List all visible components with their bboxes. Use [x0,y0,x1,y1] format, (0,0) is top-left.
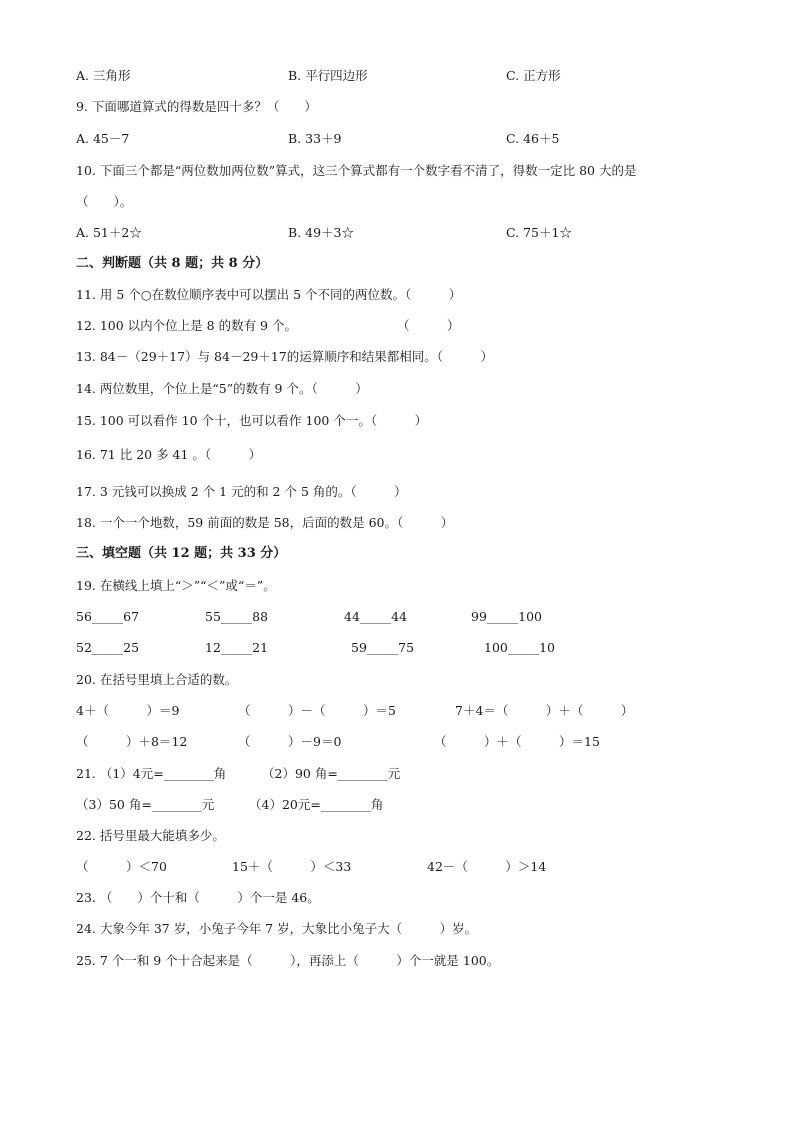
q19-item: 55_____88 [205,609,269,624]
q9-stem: 9. 下面哪道算式的得数是四十多？（ ） [76,99,317,114]
q20-item: （ ）－9＝0 [238,734,342,749]
q8-option-c: C. 正方形 [506,68,561,83]
q24-item: 24. 大象今年 37 岁，小兔子今年 7 岁，大象比小兔子大（ ）岁。 [76,921,478,936]
judge-item-15: 15. 100 可以看作 10 个十，也可以看作 100 个一。（ ） [76,413,428,428]
q9-option-b: B. 33＋9 [288,131,342,146]
q9-option-a: A. 45－7 [76,131,130,146]
q19-item: 44_____44 [344,609,408,624]
judge-item-16: 16. 71 比 20 多 41 。（ ） [76,447,262,462]
q23-item: 23. （ ）个十和（ ）个一是 46。 [76,890,320,905]
q19-stem: 19. 在横线上填上“＞”“＜”或“＝”。 [76,578,276,593]
judge-item-12: 12. 100 以内个位上是 8 的数有 9 个。 （ ） [76,318,460,333]
q8-option-b: B. 平行四边形 [288,68,368,83]
q22-stem: 22. 括号里最大能填多少。 [76,828,225,843]
q22-item: 42－（ ）＞14 [427,859,547,874]
judge-item-11: 11. 用 5 个○在数位顺序表中可以摆出 5 个不同的两位数。（ ） [76,287,462,302]
q8-option-a: A. 三角形 [76,68,131,83]
q20-item: （ ）＋8＝12 [76,734,188,749]
section-3-heading: 三、填空题（共 12 题；共 33 分） [76,546,287,561]
section-2-heading: 二、判断题（共 8 题；共 8 分） [76,256,269,271]
q9-option-c: C. 46＋5 [506,131,560,146]
q19-item: 59_____75 [351,640,415,655]
q20-item: （ ）＋（ ）＝15 [434,734,600,749]
q19-item: 99_____100 [471,609,543,624]
q20-item: 4＋（ ）＝9 [76,703,180,718]
q20-item: 7＋4＝（ ）＋（ ） [455,703,634,718]
q10-stem-line1: 10. 下面三个都是“两位数加两位数”算式，这三个算式都有一个数字看不清了，得数一定比 80 大的是 [76,163,637,178]
q21-item: （4）20元=________角 [249,797,384,812]
q19-item: 56_____67 [76,609,140,624]
q19-item: 12_____21 [205,640,269,655]
q19-item: 100_____10 [484,640,556,655]
q22-item: 15＋（ ）＜33 [232,859,352,874]
q21-item: （2）90 角=________元 [262,766,401,781]
q19-item: 52_____25 [76,640,140,655]
judge-item-18: 18. 一个一个地数，59 前面的数是 58，后面的数是 60。（ ） [76,515,454,530]
q10-option-a: A. 51＋2☆ [76,225,142,240]
q10-stem-line2: （ ）。 [76,194,133,209]
judge-item-17: 17. 3 元钱可以换成 2 个 1 元的和 2 个 5 角的。（ ） [76,484,407,499]
q21-item: （3）50 角=________元 [76,797,215,812]
q10-option-c: C. 75＋1☆ [506,225,572,240]
q22-item: （ ）＜70 [76,859,167,874]
judge-item-13: 13. 84－（29＋17）与 84－29＋17的运算顺序和结果都相同。（ ） [76,349,494,364]
q10-option-b: B. 49＋3☆ [288,225,354,240]
q20-stem: 20. 在括号里填上合适的数。 [76,672,238,687]
q25-item: 25. 7 个一和 9 个十合起来是（ ），再添上（ ）个一就是 100。 [76,953,500,968]
q21-item: 21. （1）4元=________角 [76,766,227,781]
judge-item-14: 14. 两位数里，个位上是“5”的数有 9 个。（ ） [76,381,368,396]
q20-item: （ ）－（ ）＝5 [238,703,396,718]
